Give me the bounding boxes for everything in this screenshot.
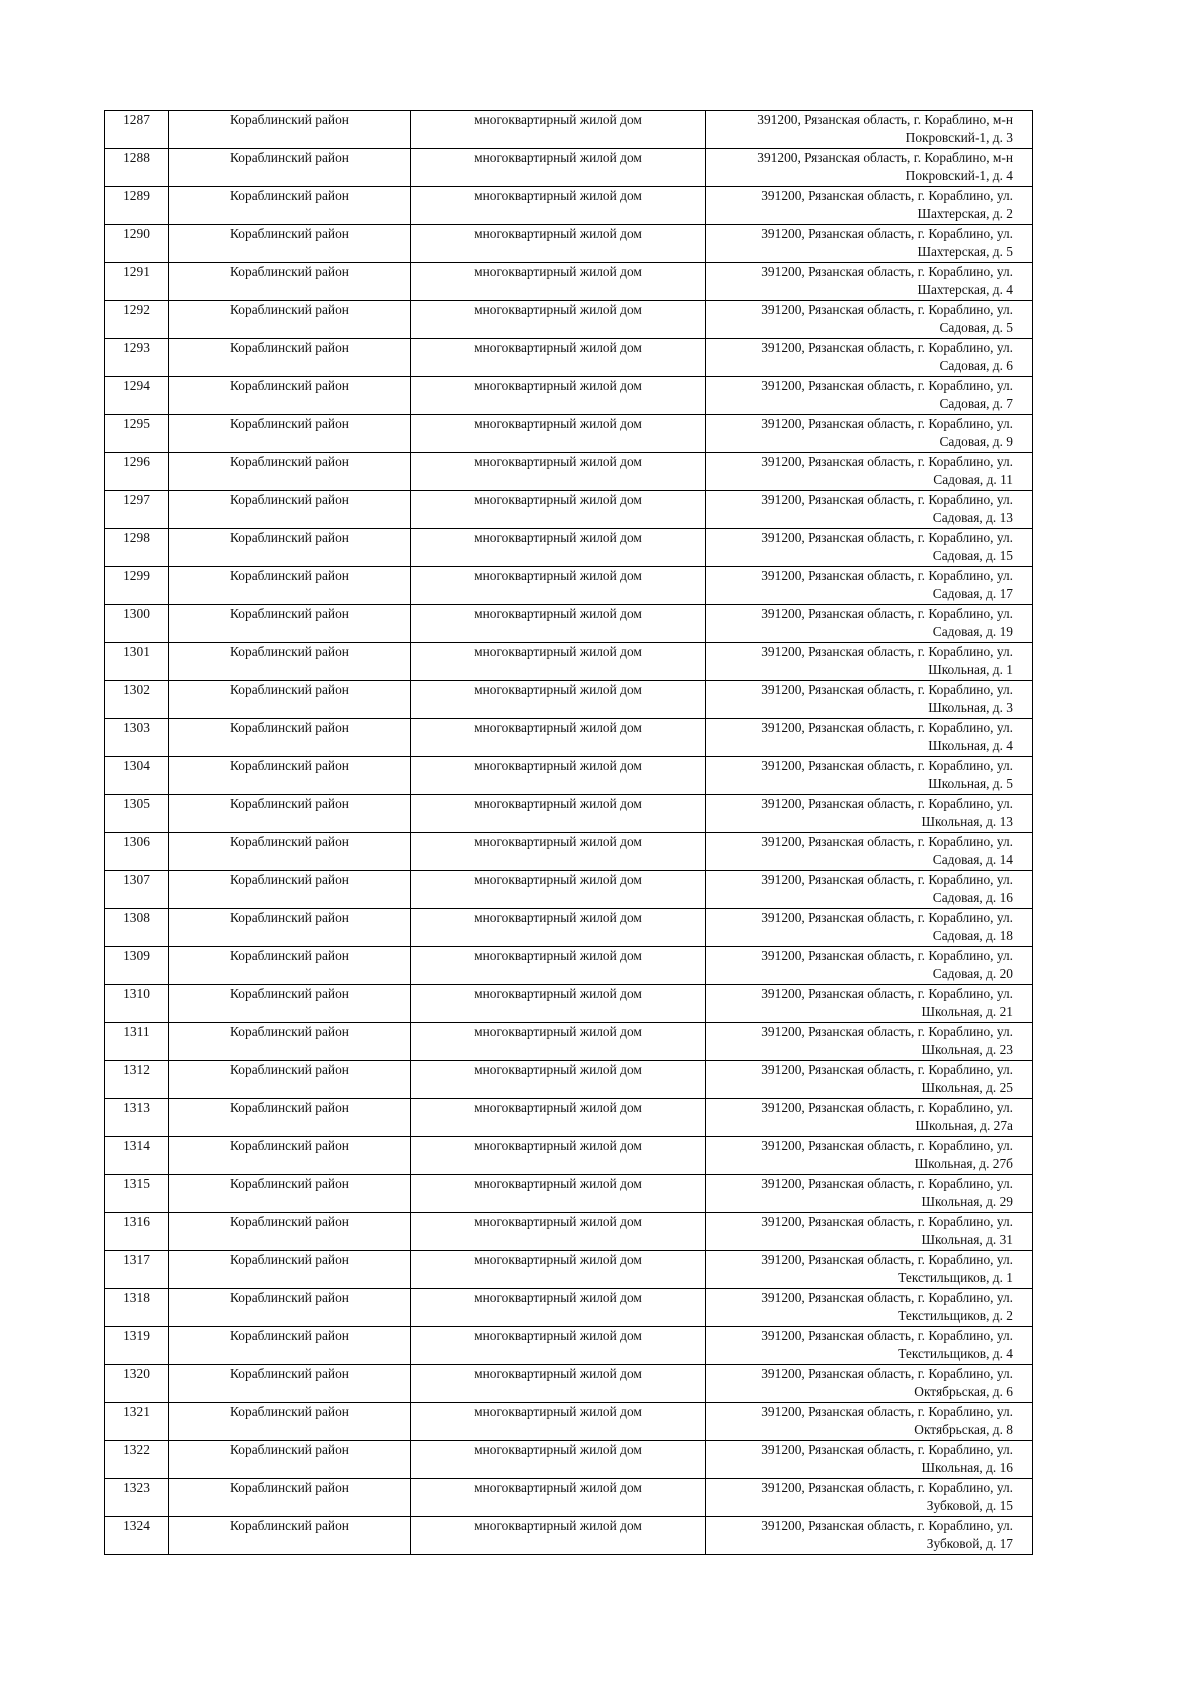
cell-building-type: многоквартирный жилой дом: [411, 1023, 706, 1061]
cell-building-type: многоквартирный жилой дом: [411, 377, 706, 415]
table-row: [105, 605, 1033, 643]
cell-building-type: многоквартирный жилой дом: [411, 1327, 706, 1365]
cell-number: 1295: [105, 415, 169, 453]
cell-address: [706, 985, 1033, 1023]
cell-number: 1304: [105, 757, 169, 795]
cell-address: [706, 909, 1033, 947]
address-text: 391200, Рязанская область, г. Кораблино, ул. Школьная, д. 31: [761, 1214, 1013, 1247]
cell-district: Кораблинский район: [169, 1517, 411, 1555]
cell-building-type: многоквартирный жилой дом: [411, 529, 706, 567]
cell-number: 1315: [105, 1175, 169, 1213]
address-text: 391200, Рязанская область, г. Кораблино, ул. Садовая, д. 20: [761, 948, 1013, 981]
cell-number: 1324: [105, 1517, 169, 1555]
cell-district: Кораблинский район: [169, 377, 411, 415]
table-row: [105, 1061, 1033, 1099]
cell-address: [706, 301, 1033, 339]
cell-building-type: многоквартирный жилой дом: [411, 301, 706, 339]
cell-address: [706, 681, 1033, 719]
cell-address: [706, 149, 1033, 187]
cell-building-type: многоквартирный жилой дом: [411, 985, 706, 1023]
cell-building-type: многоквартирный жилой дом: [411, 871, 706, 909]
cell-district: Кораблинский район: [169, 1441, 411, 1479]
cell-district: Кораблинский район: [169, 909, 411, 947]
table-row: [105, 1327, 1033, 1365]
cell-district: Кораблинский район: [169, 719, 411, 757]
address-text: 391200, Рязанская область, г. Кораблино, ул. Садовая, д. 19: [761, 606, 1013, 639]
table-row: [105, 111, 1033, 149]
address-text: 391200, Рязанская область, г. Кораблино, ул. Зубковой, д. 17: [761, 1518, 1013, 1551]
address-text: 391200, Рязанская область, г. Кораблино, м-н Покровский-1, д. 4: [757, 150, 1013, 183]
cell-district: Кораблинский район: [169, 339, 411, 377]
cell-number: 1310: [105, 985, 169, 1023]
cell-address: [706, 225, 1033, 263]
cell-number: 1302: [105, 681, 169, 719]
cell-number: 1293: [105, 339, 169, 377]
cell-district: Кораблинский район: [169, 149, 411, 187]
table-body: [105, 111, 1033, 1555]
cell-address: [706, 1023, 1033, 1061]
cell-district: Кораблинский район: [169, 1251, 411, 1289]
table-row: [105, 1099, 1033, 1137]
cell-number: 1311: [105, 1023, 169, 1061]
address-text: 391200, Рязанская область, г. Кораблино, ул. Садовая, д. 17: [761, 568, 1013, 601]
cell-district: Кораблинский район: [169, 681, 411, 719]
cell-district: Кораблинский район: [169, 1137, 411, 1175]
cell-building-type: многоквартирный жилой дом: [411, 225, 706, 263]
cell-district: Кораблинский район: [169, 871, 411, 909]
cell-number: 1312: [105, 1061, 169, 1099]
cell-building-type: многоквартирный жилой дом: [411, 1251, 706, 1289]
cell-address: [706, 377, 1033, 415]
cell-number: 1314: [105, 1137, 169, 1175]
table-row: [105, 1251, 1033, 1289]
cell-address: [706, 1403, 1033, 1441]
cell-district: Кораблинский район: [169, 187, 411, 225]
cell-building-type: многоквартирный жилой дом: [411, 453, 706, 491]
cell-district: Кораблинский район: [169, 833, 411, 871]
cell-district: Кораблинский район: [169, 491, 411, 529]
cell-building-type: многоквартирный жилой дом: [411, 1289, 706, 1327]
cell-building-type: многоквартирный жилой дом: [411, 947, 706, 985]
cell-address: [706, 1213, 1033, 1251]
cell-address: [706, 1289, 1033, 1327]
cell-building-type: многоквартирный жилой дом: [411, 1213, 706, 1251]
address-text: 391200, Рязанская область, г. Кораблино, ул. Школьная, д. 13: [761, 796, 1013, 829]
address-text: 391200, Рязанская область, г. Кораблино, ул. Садовая, д. 9: [761, 416, 1013, 449]
table-row: [105, 415, 1033, 453]
cell-address: [706, 453, 1033, 491]
address-text: 391200, Рязанская область, г. Кораблино, ул. Октябрьская, д. 8: [761, 1404, 1013, 1437]
cell-district: Кораблинский район: [169, 1099, 411, 1137]
cell-building-type: многоквартирный жилой дом: [411, 719, 706, 757]
cell-address: [706, 1441, 1033, 1479]
cell-building-type: многоквартирный жилой дом: [411, 1403, 706, 1441]
table-row: [105, 681, 1033, 719]
cell-number: 1288: [105, 149, 169, 187]
address-text: 391200, Рязанская область, г. Кораблино, ул. Школьная, д. 4: [761, 720, 1013, 753]
table-row: [105, 1365, 1033, 1403]
table-row: [105, 263, 1033, 301]
cell-district: Кораблинский район: [169, 263, 411, 301]
cell-number: 1290: [105, 225, 169, 263]
cell-district: Кораблинский район: [169, 567, 411, 605]
cell-number: 1319: [105, 1327, 169, 1365]
address-text: 391200, Рязанская область, г. Кораблино, ул. Школьная, д. 27б: [761, 1138, 1013, 1171]
cell-address: [706, 1099, 1033, 1137]
cell-address: [706, 263, 1033, 301]
cell-building-type: многоквартирный жилой дом: [411, 605, 706, 643]
cell-district: Кораблинский район: [169, 1365, 411, 1403]
address-text: 391200, Рязанская область, г. Кораблино, ул. Текстильщиков, д. 1: [761, 1252, 1013, 1285]
address-text: 391200, Рязанская область, г. Кораблино, ул. Школьная, д. 5: [761, 758, 1013, 791]
cell-address: [706, 1251, 1033, 1289]
address-text: 391200, Рязанская область, г. Кораблино, ул. Школьная, д. 1: [761, 644, 1013, 677]
cell-number: 1301: [105, 643, 169, 681]
cell-number: 1305: [105, 795, 169, 833]
cell-number: 1307: [105, 871, 169, 909]
table-row: [105, 453, 1033, 491]
cell-district: Кораблинский район: [169, 643, 411, 681]
address-text: 391200, Рязанская область, г. Кораблино, ул. Школьная, д. 23: [761, 1024, 1013, 1057]
cell-address: [706, 947, 1033, 985]
cell-district: Кораблинский район: [169, 415, 411, 453]
address-text: 391200, Рязанская область, г. Кораблино, ул. Текстильщиков, д. 2: [761, 1290, 1013, 1323]
cell-address: [706, 1137, 1033, 1175]
cell-address: [706, 1327, 1033, 1365]
table-row: [105, 567, 1033, 605]
cell-building-type: многоквартирный жилой дом: [411, 681, 706, 719]
cell-number: 1289: [105, 187, 169, 225]
address-text: 391200, Рязанская область, г. Кораблино, м-н Покровский-1, д. 3: [757, 112, 1013, 145]
address-text: 391200, Рязанская область, г. Кораблино, ул. Октябрьская, д. 6: [761, 1366, 1013, 1399]
address-text: 391200, Рязанская область, г. Кораблино, ул. Школьная, д. 27а: [761, 1100, 1013, 1133]
cell-district: Кораблинский район: [169, 225, 411, 263]
table-row: [105, 1137, 1033, 1175]
cell-address: [706, 567, 1033, 605]
address-text: 391200, Рязанская область, г. Кораблино, ул. Садовая, д. 5: [761, 302, 1013, 335]
cell-district: Кораблинский район: [169, 111, 411, 149]
table-row: [105, 1289, 1033, 1327]
cell-building-type: многоквартирный жилой дом: [411, 1099, 706, 1137]
cell-building-type: многоквартирный жилой дом: [411, 1517, 706, 1555]
cell-building-type: многоквартирный жилой дом: [411, 1175, 706, 1213]
cell-address: [706, 1517, 1033, 1555]
address-text: 391200, Рязанская область, г. Кораблино, ул. Садовая, д. 11: [761, 454, 1013, 487]
cell-number: 1306: [105, 833, 169, 871]
cell-address: [706, 187, 1033, 225]
table-row: [105, 1441, 1033, 1479]
table-row: [105, 1403, 1033, 1441]
table-row: [105, 1175, 1033, 1213]
cell-address: [706, 529, 1033, 567]
cell-address: [706, 643, 1033, 681]
cell-number: 1299: [105, 567, 169, 605]
cell-number: 1291: [105, 263, 169, 301]
table-row: [105, 719, 1033, 757]
cell-number: 1322: [105, 1441, 169, 1479]
address-text: 391200, Рязанская область, г. Кораблино, ул. Садовая, д. 14: [761, 834, 1013, 867]
table-row: [105, 187, 1033, 225]
cell-district: Кораблинский район: [169, 1023, 411, 1061]
cell-number: 1298: [105, 529, 169, 567]
cell-address: [706, 719, 1033, 757]
address-text: 391200, Рязанская область, г. Кораблино, ул. Садовая, д. 6: [761, 340, 1013, 373]
cell-number: 1296: [105, 453, 169, 491]
cell-building-type: многоквартирный жилой дом: [411, 833, 706, 871]
table-row: [105, 985, 1033, 1023]
address-text: 391200, Рязанская область, г. Кораблино, ул. Школьная, д. 16: [761, 1442, 1013, 1475]
cell-district: Кораблинский район: [169, 1479, 411, 1517]
cell-address: [706, 833, 1033, 871]
address-text: 391200, Рязанская область, г. Кораблино, ул. Школьная, д. 29: [761, 1176, 1013, 1209]
cell-district: Кораблинский район: [169, 1213, 411, 1251]
cell-number: 1316: [105, 1213, 169, 1251]
table-row: [105, 1517, 1033, 1555]
cell-address: [706, 339, 1033, 377]
table-row: [105, 301, 1033, 339]
table-row: [105, 1479, 1033, 1517]
cell-building-type: многоквартирный жилой дом: [411, 339, 706, 377]
cell-building-type: многоквартирный жилой дом: [411, 567, 706, 605]
table-row: [105, 947, 1033, 985]
cell-number: 1321: [105, 1403, 169, 1441]
cell-building-type: многоквартирный жилой дом: [411, 909, 706, 947]
cell-district: Кораблинский район: [169, 1403, 411, 1441]
address-text: 391200, Рязанская область, г. Кораблино, ул. Школьная, д. 25: [761, 1062, 1013, 1095]
cell-number: 1287: [105, 111, 169, 149]
cell-district: Кораблинский район: [169, 301, 411, 339]
cell-building-type: многоквартирный жилой дом: [411, 263, 706, 301]
address-text: 391200, Рязанская область, г. Кораблино, ул. Зубковой, д. 15: [761, 1480, 1013, 1513]
table-row: [105, 909, 1033, 947]
cell-address: [706, 757, 1033, 795]
table-row: [105, 795, 1033, 833]
cell-building-type: многоквартирный жилой дом: [411, 111, 706, 149]
table-row: [105, 149, 1033, 187]
cell-building-type: многоквартирный жилой дом: [411, 491, 706, 529]
cell-address: [706, 1479, 1033, 1517]
address-text: 391200, Рязанская область, г. Кораблино, ул. Школьная, д. 21: [761, 986, 1013, 1019]
cell-address: [706, 1061, 1033, 1099]
cell-number: 1308: [105, 909, 169, 947]
cell-number: 1292: [105, 301, 169, 339]
cell-address: [706, 795, 1033, 833]
cell-building-type: многоквартирный жилой дом: [411, 1137, 706, 1175]
table-row: [105, 529, 1033, 567]
address-text: 391200, Рязанская область, г. Кораблино, ул. Садовая, д. 16: [761, 872, 1013, 905]
address-text: 391200, Рязанская область, г. Кораблино, ул. Садовая, д. 18: [761, 910, 1013, 943]
cell-district: Кораблинский район: [169, 795, 411, 833]
cell-district: Кораблинский район: [169, 757, 411, 795]
cell-building-type: многоквартирный жилой дом: [411, 643, 706, 681]
address-text: 391200, Рязанская область, г. Кораблино, ул. Садовая, д. 15: [761, 530, 1013, 563]
cell-district: Кораблинский район: [169, 605, 411, 643]
table-row: [105, 377, 1033, 415]
cell-building-type: многоквартирный жилой дом: [411, 415, 706, 453]
address-text: 391200, Рязанская область, г. Кораблино, ул. Текстильщиков, д. 4: [761, 1328, 1013, 1361]
cell-address: [706, 605, 1033, 643]
cell-district: Кораблинский район: [169, 1061, 411, 1099]
address-text: 391200, Рязанская область, г. Кораблино, ул. Шахтерская, д. 5: [761, 226, 1013, 259]
cell-district: Кораблинский район: [169, 529, 411, 567]
table-row: [105, 833, 1033, 871]
address-table: [104, 110, 1033, 1555]
cell-district: Кораблинский район: [169, 1175, 411, 1213]
cell-number: 1318: [105, 1289, 169, 1327]
cell-number: 1317: [105, 1251, 169, 1289]
cell-number: 1309: [105, 947, 169, 985]
cell-building-type: многоквартирный жилой дом: [411, 1479, 706, 1517]
cell-building-type: многоквартирный жилой дом: [411, 1441, 706, 1479]
cell-number: 1300: [105, 605, 169, 643]
cell-number: 1297: [105, 491, 169, 529]
cell-address: [706, 1365, 1033, 1403]
cell-district: Кораблинский район: [169, 947, 411, 985]
table-row: [105, 1213, 1033, 1251]
table-row: [105, 757, 1033, 795]
cell-building-type: многоквартирный жилой дом: [411, 1365, 706, 1403]
cell-address: [706, 491, 1033, 529]
cell-building-type: многоквартирный жилой дом: [411, 757, 706, 795]
cell-district: Кораблинский район: [169, 1327, 411, 1365]
address-text: 391200, Рязанская область, г. Кораблино, ул. Садовая, д. 7: [761, 378, 1013, 411]
cell-address: [706, 871, 1033, 909]
cell-number: 1294: [105, 377, 169, 415]
address-text: 391200, Рязанская область, г. Кораблино, ул. Садовая, д. 13: [761, 492, 1013, 525]
cell-address: [706, 1175, 1033, 1213]
table-row: [105, 1023, 1033, 1061]
table-row: [105, 871, 1033, 909]
table-row: [105, 643, 1033, 681]
cell-number: 1323: [105, 1479, 169, 1517]
cell-building-type: многоквартирный жилой дом: [411, 187, 706, 225]
cell-address: [706, 111, 1033, 149]
address-text: 391200, Рязанская область, г. Кораблино, ул. Шахтерская, д. 4: [761, 264, 1013, 297]
cell-district: Кораблинский район: [169, 985, 411, 1023]
address-text: 391200, Рязанская область, г. Кораблино, ул. Шахтерская, д. 2: [761, 188, 1013, 221]
cell-building-type: многоквартирный жилой дом: [411, 1061, 706, 1099]
table-row: [105, 339, 1033, 377]
cell-building-type: многоквартирный жилой дом: [411, 795, 706, 833]
cell-number: 1320: [105, 1365, 169, 1403]
cell-district: Кораблинский район: [169, 1289, 411, 1327]
cell-number: 1303: [105, 719, 169, 757]
address-text: 391200, Рязанская область, г. Кораблино, ул. Школьная, д. 3: [761, 682, 1013, 715]
table-row: [105, 491, 1033, 529]
cell-building-type: многоквартирный жилой дом: [411, 149, 706, 187]
cell-address: [706, 415, 1033, 453]
table-row: [105, 225, 1033, 263]
cell-district: Кораблинский район: [169, 453, 411, 491]
cell-number: 1313: [105, 1099, 169, 1137]
